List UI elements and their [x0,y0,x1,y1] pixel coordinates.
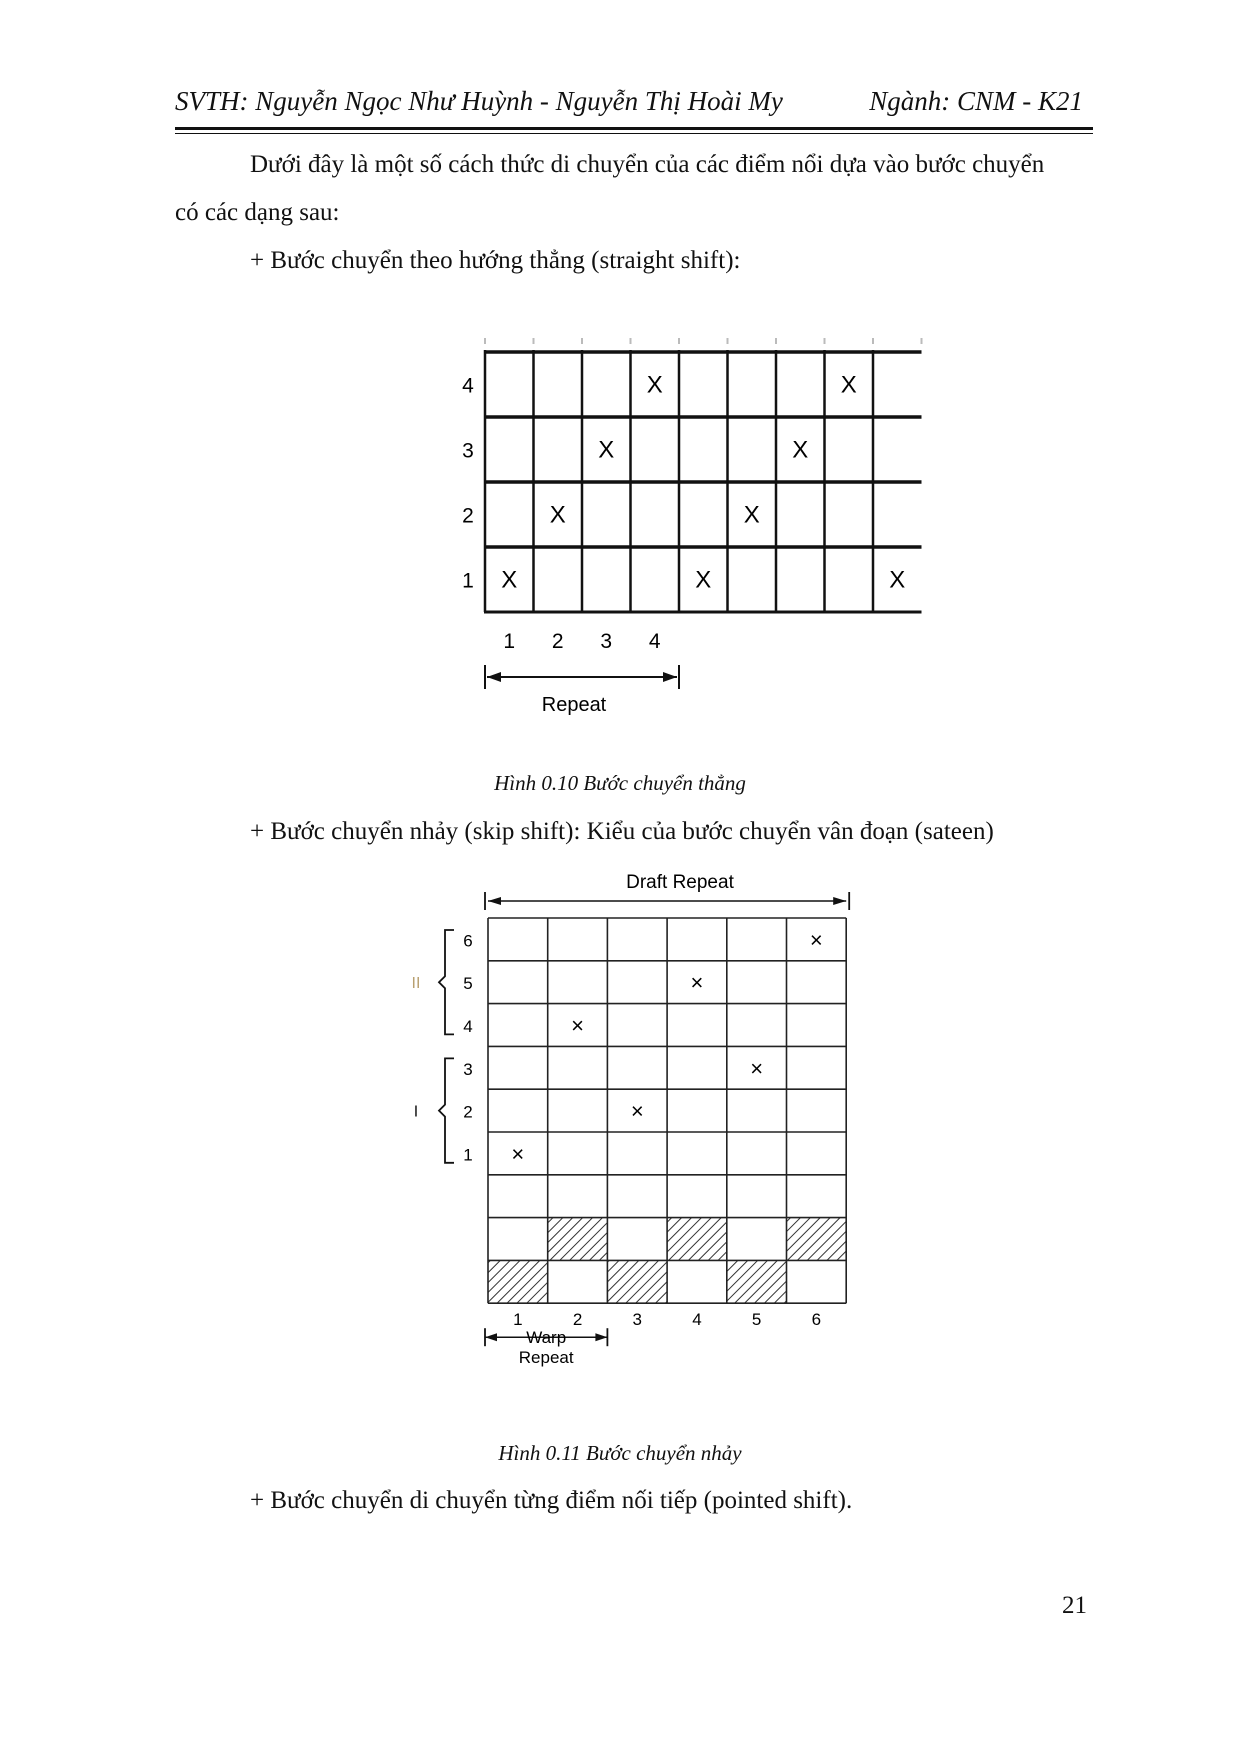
column-label: 6 [811,1310,822,1330]
group-brackets [412,930,454,1163]
warp-arrow-head-left [485,1333,497,1341]
shaft-label: 5 [463,974,473,994]
row-label: 4 [462,374,474,398]
draft-arrow-head-left [488,897,501,905]
figure-caption-straight-shift: Hình 0.10 Bước chuyển thẳng [494,771,746,795]
hatched-cell [667,1218,727,1261]
group-bracket [439,1058,454,1162]
page-number: 21 [1062,1592,1087,1619]
shaft-label: 3 [463,1059,473,1079]
item-skip-shift: + Bước chuyển nhảy (skip shift): Kiểu của bước chuyển vân đoạn (sateen) [250,818,994,845]
threading-mark: × [750,1055,764,1081]
shaft-label: 4 [463,1017,473,1036]
shaft-label: 6 [463,931,473,951]
figure-straight-shift [455,330,935,755]
interlacing-mark: X [598,436,615,464]
hatched-cell [548,1218,608,1261]
shaft-label: 2 [463,1102,473,1122]
interlacing-mark: X [501,566,518,594]
column-label: 5 [751,1310,762,1330]
interlacing-mark: X [792,436,809,464]
threading-mark: × [690,970,704,996]
warp-label: Warp [526,1328,567,1348]
interlacing-mark: X [695,566,712,594]
header-program: Ngành: CNM - K21 [869,86,1083,116]
intro-paragraph-line2: có các dạng sau: [175,199,340,226]
item-pointed-shift: + Bước chuyển di chuyển từng điểm nối tiếp (pointed shift). [250,1487,853,1514]
hatched-cell [727,1260,787,1303]
warp-arrow-head-right [595,1333,607,1341]
threading-mark: × [571,1013,584,1038]
skip-shift-grid [488,918,846,1303]
group-label: II [411,975,421,993]
interlacing-mark: X [549,501,566,529]
group-label: I [413,1103,419,1121]
interlacing-mark: X [889,566,906,594]
hatched-cell [607,1260,667,1303]
interlacing-mark: X [646,371,663,399]
item-straight-shift: + Bước chuyển theo hướng thẳng (straight shift): [250,247,741,274]
intro-paragraph-line1: Dưới đây là một số cách thức di chuyển của các điểm nổi dựa vào bước chuyển [250,151,1045,178]
draft-arrow-head-right [833,897,846,905]
header-rule-thin [175,133,1093,134]
header-authors: SVTH: Nguyễn Ngọc Như Huỳnh - Nguyễn Thị Hoài My [175,86,783,116]
repeat-label: Repeat [541,694,607,716]
figure-caption-skip-shift: Hình 0.11 Bước chuyển nhảy [498,1441,742,1465]
column-label: 4 [692,1310,702,1330]
column-label: 3 [632,1310,642,1330]
row-label: 2 [462,504,474,528]
column-label: 4 [648,630,661,653]
row-label: 3 [462,439,474,463]
column-label: 3 [600,630,613,653]
header-rule-thick [175,127,1093,130]
interlacing-mark: X [743,501,760,529]
threading-mark: × [511,1141,525,1167]
row-label: 1 [462,569,474,593]
interlacing-mark: X [840,371,857,399]
shaft-label: 1 [463,1145,473,1165]
repeat-arrow-head-left [487,672,501,682]
group-bracket [439,930,454,1034]
warp-label: Repeat [518,1348,574,1368]
column-label: 1 [503,630,516,653]
draft-repeat-label: Draft Repeat [626,872,734,893]
repeat-arrow-head-right [663,672,677,682]
threading-mark: × [809,927,823,953]
column-label: 2 [572,1310,583,1330]
hatched-cell [488,1260,548,1303]
figure-skip-shift [400,865,910,1425]
page-header [175,82,1093,122]
hatched-cell [787,1218,847,1261]
column-label: 2 [551,630,564,653]
threading-mark: × [630,1098,644,1124]
column-label: 1 [513,1310,523,1330]
